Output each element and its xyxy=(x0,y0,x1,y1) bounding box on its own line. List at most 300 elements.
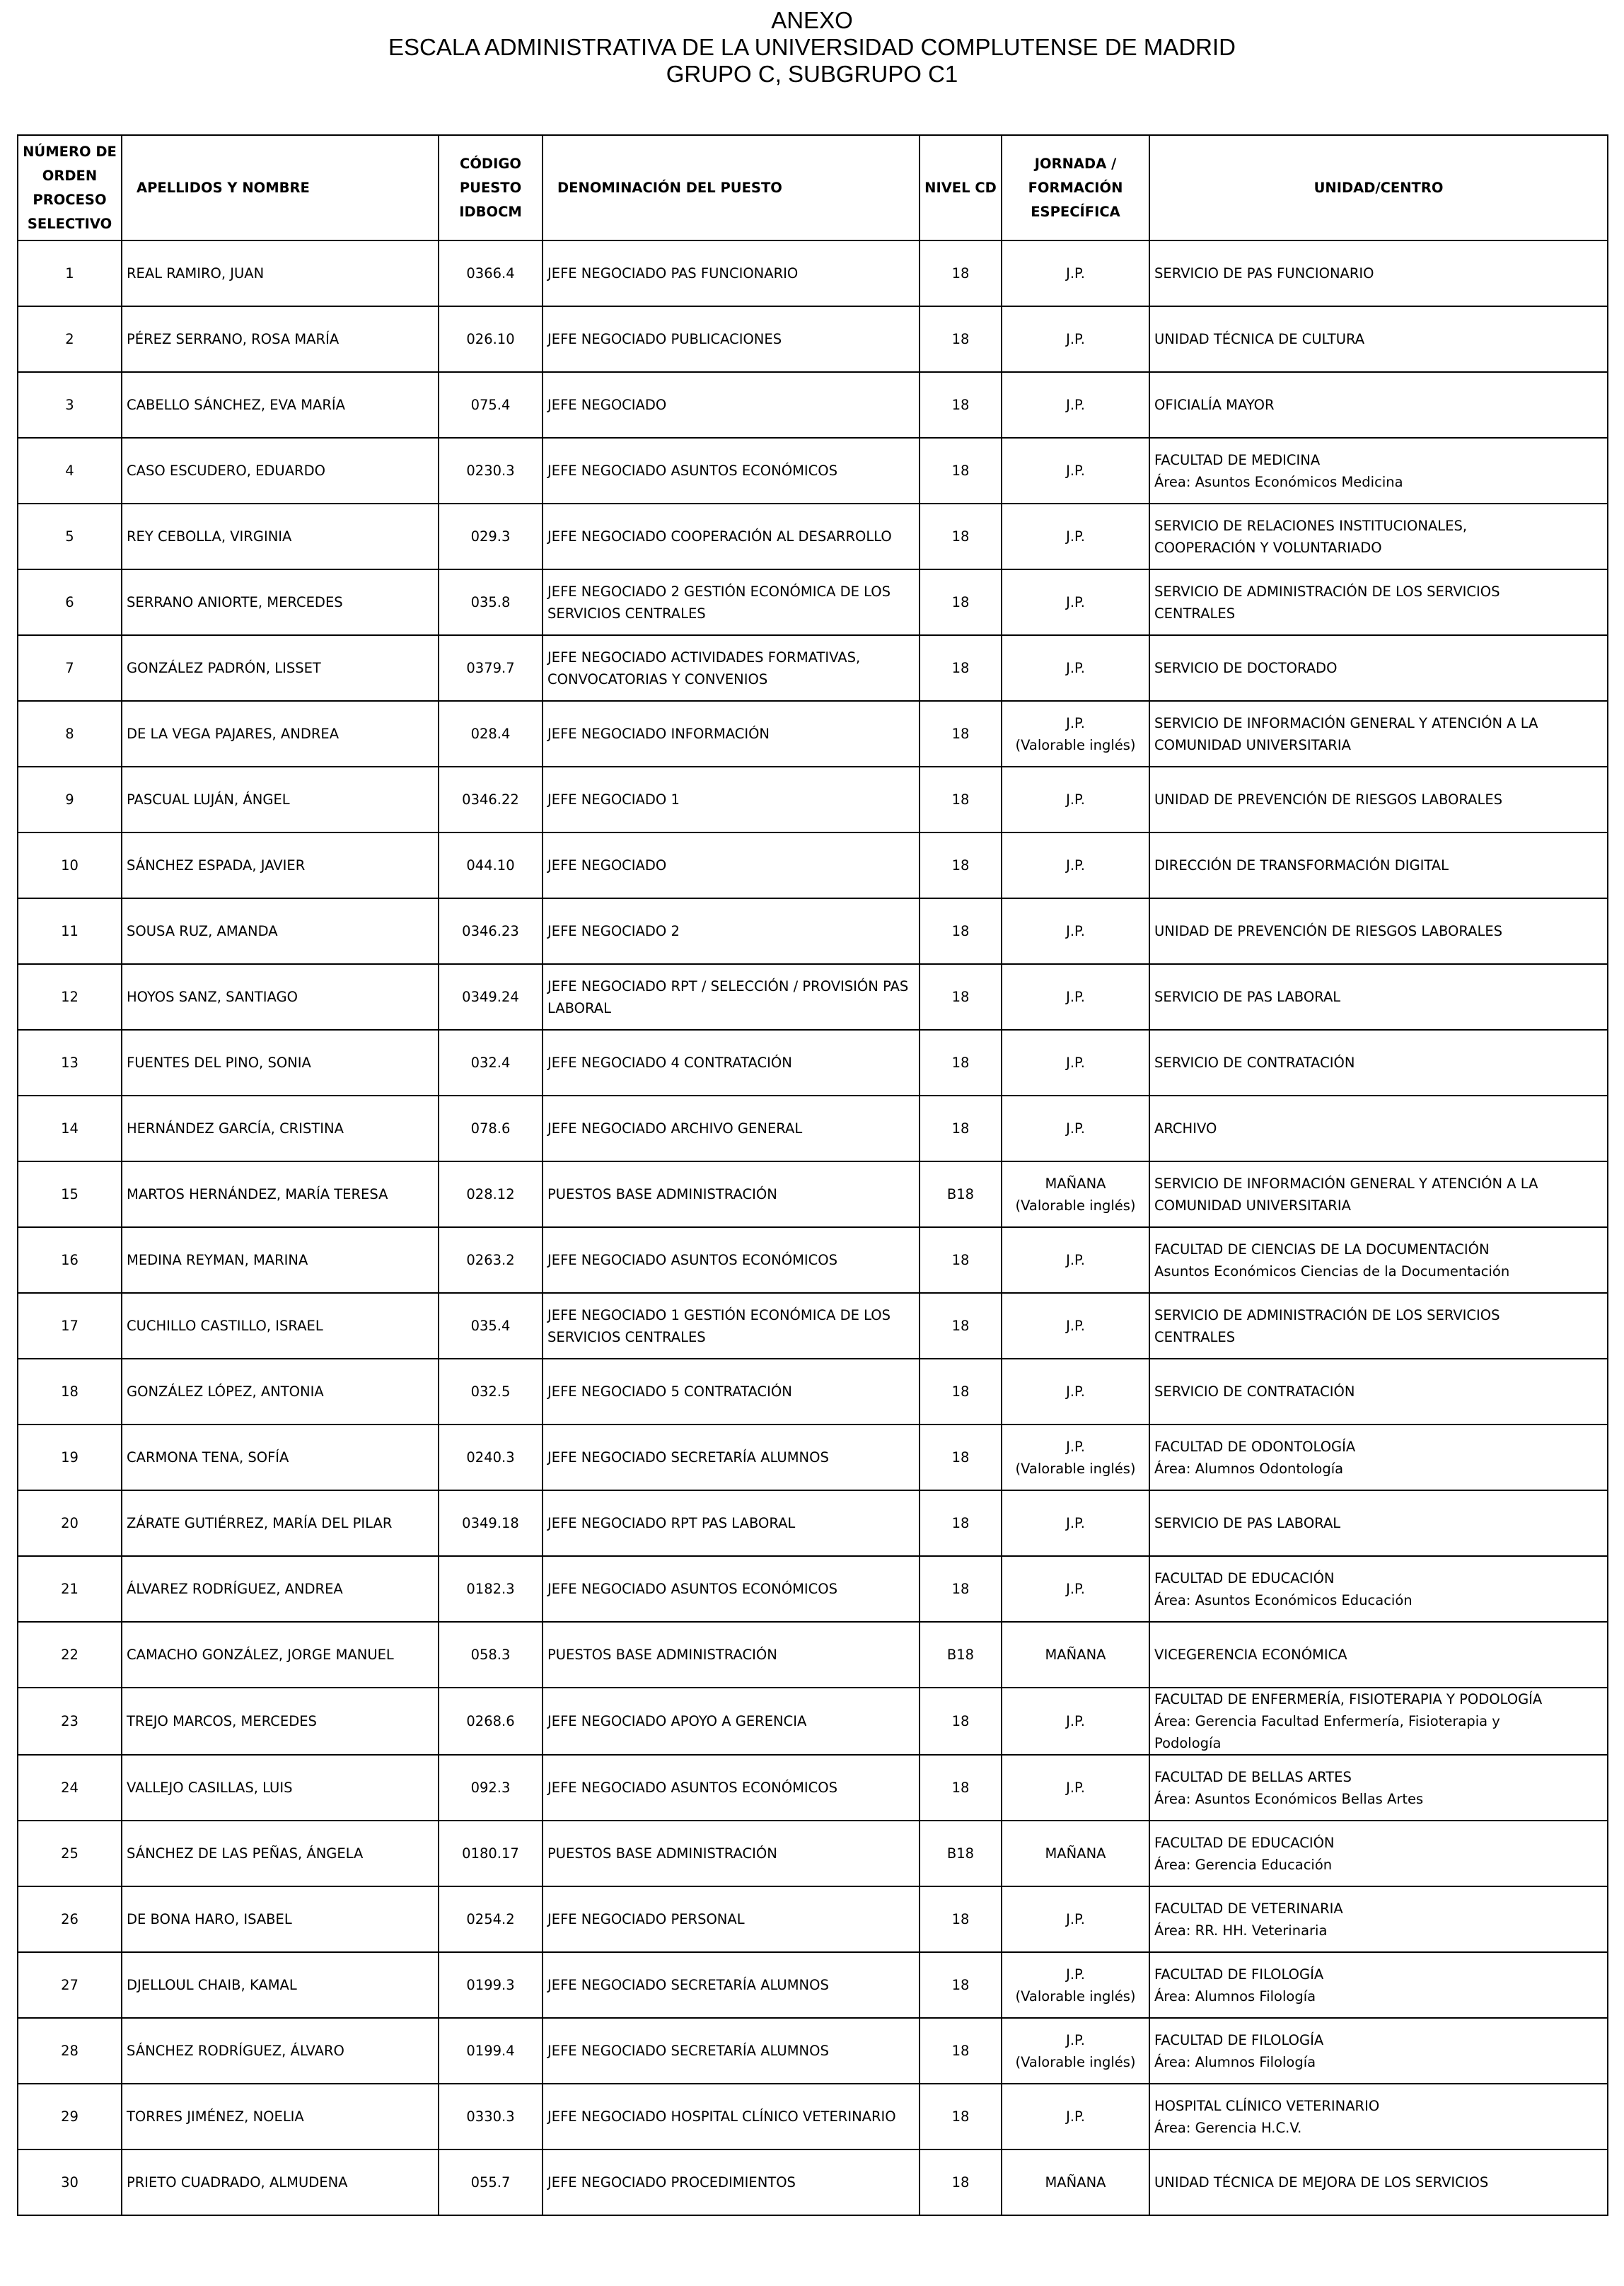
row-denominacion: JEFE NEGOCIADO PUBLICACIONES xyxy=(543,306,920,372)
row-nivel: 18 xyxy=(920,1425,1002,1490)
row-unidad-line: UNIDAD DE PREVENCIÓN DE RIESGOS LABORALES xyxy=(1154,791,1503,808)
row-jornada-line: J.P. xyxy=(1066,857,1085,874)
row-code: 0330.3 xyxy=(439,2084,543,2149)
row-jornada xyxy=(1002,701,1149,767)
row-name: PÉREZ SERRANO, ROSA MARÍA xyxy=(122,306,439,372)
row-unidad-line: CENTRALES xyxy=(1154,605,1236,622)
row-jornada-line: J.P. xyxy=(1066,397,1085,413)
header-apellidos: APELLIDOS Y NOMBRE xyxy=(122,135,439,240)
row-name: CABELLO SÁNCHEZ, EVA MARÍA xyxy=(122,372,439,438)
table-row xyxy=(18,569,1608,635)
row-jornada-line: J.P. xyxy=(1066,265,1085,282)
row-jornada-line: J.P. xyxy=(1066,714,1085,731)
row-unidad-line: Área: Gerencia Educación xyxy=(1154,1856,1333,1873)
header-numero: NÚMERO DE ORDEN PROCESO SELECTIVO xyxy=(18,135,122,240)
row-jornada-line: J.P. xyxy=(1066,1055,1085,1071)
table-row xyxy=(18,504,1608,569)
row-unidad-line: ARCHIVO xyxy=(1154,1120,1217,1137)
row-number: 24 xyxy=(18,1755,122,1821)
row-jornada-line: J.P. xyxy=(1066,1252,1085,1268)
row-name: VALLEJO CASILLAS, LUIS xyxy=(122,1755,439,1821)
table-row xyxy=(18,1952,1608,2018)
row-unidad-line: FACULTAD DE EDUCACIÓN xyxy=(1154,1834,1335,1851)
row-denominacion: JEFE NEGOCIADO ASUNTOS ECONÓMICOS xyxy=(543,1755,920,1821)
row-number: 19 xyxy=(18,1425,122,1490)
row-unidad-line: UNIDAD TÉCNICA DE MEJORA DE LOS SERVICIOS xyxy=(1154,2174,1489,2191)
title-escala: ESCALA ADMINISTRATIVA DE LA UNIVERSIDAD COMPLUTENSE DE MADRID xyxy=(388,34,1236,60)
row-code: 0180.17 xyxy=(439,1821,543,1886)
row-unidad xyxy=(1149,1227,1608,1293)
row-denominacion: JEFE NEGOCIADO 1 xyxy=(543,767,920,832)
row-jornada xyxy=(1002,1030,1149,1096)
row-unidad-line: Área: Alumnos Filología xyxy=(1154,1988,1316,2004)
table-row xyxy=(18,2149,1608,2215)
row-unidad-line: SERVICIO DE CONTRATACIÓN xyxy=(1154,1383,1355,1400)
row-jornada-line: (Valorable inglés) xyxy=(1015,1460,1136,1477)
row-code: 075.4 xyxy=(439,372,543,438)
table-row xyxy=(18,438,1608,504)
row-jornada-line: (Valorable inglés) xyxy=(1015,1197,1136,1214)
row-jornada xyxy=(1002,1622,1149,1688)
row-unidad-line: SERVICIO DE CONTRATACIÓN xyxy=(1154,1055,1355,1071)
row-denominacion: JEFE NEGOCIADO PAS FUNCIONARIO xyxy=(543,240,920,306)
row-unidad xyxy=(1149,767,1608,832)
table-row xyxy=(18,1490,1608,1556)
row-unidad xyxy=(1149,1030,1608,1096)
table-row xyxy=(18,1755,1608,1821)
row-jornada-line: J.P. xyxy=(1066,1383,1085,1400)
title-grupo: GRUPO C, SUBGRUPO C1 xyxy=(666,61,958,87)
row-number: 14 xyxy=(18,1096,122,1161)
row-unidad-line: UNIDAD TÉCNICA DE CULTURA xyxy=(1154,331,1365,347)
table-row xyxy=(18,1425,1608,1490)
row-name: REY CEBOLLA, VIRGINIA xyxy=(122,504,439,569)
row-jornada xyxy=(1002,635,1149,701)
table-row xyxy=(18,1293,1608,1359)
row-nivel: 18 xyxy=(920,372,1002,438)
row-code: 055.7 xyxy=(439,2149,543,2215)
row-unidad xyxy=(1149,635,1608,701)
row-name: ZÁRATE GUTIÉRREZ, MARÍA DEL PILAR xyxy=(122,1490,439,1556)
row-jornada xyxy=(1002,1556,1149,1622)
row-unidad-line: SERVICIO DE ADMINISTRACIÓN DE LOS SERVICIOS xyxy=(1154,1306,1500,1323)
table-row xyxy=(18,1688,1608,1755)
row-name: DE BONA HARO, ISABEL xyxy=(122,1886,439,1952)
row-code: 032.4 xyxy=(439,1030,543,1096)
row-jornada-line: J.P. xyxy=(1066,1713,1085,1729)
row-unidad-line: Área: Alumnos Odontología xyxy=(1154,1460,1344,1477)
row-number: 22 xyxy=(18,1622,122,1688)
row-denominacion: JEFE NEGOCIADO 5 CONTRATACIÓN xyxy=(543,1359,920,1425)
row-jornada-line: J.P. xyxy=(1066,331,1085,347)
row-unidad-line: DIRECCIÓN DE TRANSFORMACIÓN DIGITAL xyxy=(1154,857,1449,874)
row-unidad-line: HOSPITAL CLÍNICO VETERINARIO xyxy=(1154,2097,1380,2114)
row-jornada xyxy=(1002,2018,1149,2084)
row-code: 0230.3 xyxy=(439,438,543,504)
row-denominacion: JEFE NEGOCIADO APOYO A GERENCIA xyxy=(543,1688,920,1755)
row-code: 035.8 xyxy=(439,569,543,635)
row-nivel: 18 xyxy=(920,767,1002,832)
header-denominacion: DENOMINACIÓN DEL PUESTO xyxy=(543,135,920,240)
row-code: 0366.4 xyxy=(439,240,543,306)
row-name: CUCHILLO CASTILLO, ISRAEL xyxy=(122,1293,439,1359)
header-unidad: UNIDAD/CENTRO xyxy=(1149,135,1608,240)
row-code: 028.12 xyxy=(439,1161,543,1227)
row-denominacion: JEFE NEGOCIADO ASUNTOS ECONÓMICOS xyxy=(543,438,920,504)
row-number: 18 xyxy=(18,1359,122,1425)
row-jornada xyxy=(1002,1490,1149,1556)
row-nivel: B18 xyxy=(920,1622,1002,1688)
row-denominacion: JEFE NEGOCIADO SECRETARÍA ALUMNOS xyxy=(543,1425,920,1490)
row-number: 28 xyxy=(18,2018,122,2084)
row-jornada-line: J.P. xyxy=(1066,1120,1085,1137)
row-code: 0199.3 xyxy=(439,1952,543,2018)
row-nivel: 18 xyxy=(920,1556,1002,1622)
row-denominacion: JEFE NEGOCIADO 4 CONTRATACIÓN xyxy=(543,1030,920,1096)
row-unidad xyxy=(1149,1952,1608,2018)
row-jornada-line: J.P. xyxy=(1066,1438,1085,1455)
row-unidad xyxy=(1149,1425,1608,1490)
table-row xyxy=(18,1886,1608,1952)
personnel-table xyxy=(17,134,1608,2216)
row-nivel: 18 xyxy=(920,635,1002,701)
table-body xyxy=(18,240,1608,2215)
row-nivel: 18 xyxy=(920,1755,1002,1821)
row-jornada-line: J.P. xyxy=(1066,1515,1085,1531)
row-unidad xyxy=(1149,1755,1608,1821)
row-name: GONZÁLEZ LÓPEZ, ANTONIA xyxy=(122,1359,439,1425)
row-unidad xyxy=(1149,1622,1608,1688)
row-denominacion: JEFE NEGOCIADO HOSPITAL CLÍNICO VETERINARIO xyxy=(543,2084,920,2149)
row-jornada xyxy=(1002,1952,1149,2018)
row-number: 12 xyxy=(18,964,122,1030)
row-jornada-line: MAÑANA xyxy=(1045,1647,1106,1663)
row-nivel: 18 xyxy=(920,701,1002,767)
row-jornada-line: J.P. xyxy=(1066,1318,1085,1334)
row-unidad-line: FACULTAD DE BELLAS ARTES xyxy=(1154,1768,1352,1785)
table-row xyxy=(18,306,1608,372)
row-jornada xyxy=(1002,1293,1149,1359)
table-row xyxy=(18,635,1608,701)
row-code: 044.10 xyxy=(439,832,543,898)
row-unidad-line: Área: Gerencia H.C.V. xyxy=(1154,2119,1302,2136)
row-unidad xyxy=(1149,1886,1608,1952)
table-row xyxy=(18,240,1608,306)
row-number: 23 xyxy=(18,1688,122,1755)
table-row xyxy=(18,767,1608,832)
row-jornada xyxy=(1002,2084,1149,2149)
row-unidad xyxy=(1149,372,1608,438)
row-denominacion: JEFE NEGOCIADO SECRETARÍA ALUMNOS xyxy=(543,2018,920,2084)
row-code: 0263.2 xyxy=(439,1227,543,1293)
row-unidad xyxy=(1149,1293,1608,1359)
row-code: 092.3 xyxy=(439,1755,543,1821)
row-denominacion: JEFE NEGOCIADO COOPERACIÓN AL DESARROLLO xyxy=(543,504,920,569)
row-denominacion: JEFE NEGOCIADO RPT PAS LABORAL xyxy=(543,1490,920,1556)
row-name: CASO ESCUDERO, EDUARDO xyxy=(122,438,439,504)
row-jornada-line: J.P. xyxy=(1066,2108,1085,2125)
row-unidad xyxy=(1149,1688,1608,1755)
row-code: 029.3 xyxy=(439,504,543,569)
row-unidad-line: OFICIALÍA MAYOR xyxy=(1154,397,1275,413)
row-jornada xyxy=(1002,964,1149,1030)
row-jornada-line: J.P. xyxy=(1066,528,1085,545)
row-jornada xyxy=(1002,1096,1149,1161)
row-name: TREJO MARCOS, MERCEDES xyxy=(122,1688,439,1755)
row-nivel: B18 xyxy=(920,1821,1002,1886)
row-unidad-line: SERVICIO DE PAS FUNCIONARIO xyxy=(1154,265,1374,282)
table-row xyxy=(18,832,1608,898)
table-row xyxy=(18,1359,1608,1425)
row-unidad xyxy=(1149,898,1608,964)
row-unidad xyxy=(1149,1096,1608,1161)
row-nivel: 18 xyxy=(920,240,1002,306)
row-denominacion: JEFE NEGOCIADO INFORMACIÓN xyxy=(543,701,920,767)
row-name: SERRANO ANIORTE, MERCEDES xyxy=(122,569,439,635)
row-jornada-line: J.P. xyxy=(1066,1911,1085,1927)
row-jornada xyxy=(1002,504,1149,569)
table-row xyxy=(18,1030,1608,1096)
table-row xyxy=(18,964,1608,1030)
row-nivel: 18 xyxy=(920,1293,1002,1359)
row-number: 6 xyxy=(18,569,122,635)
row-denominacion: JEFE NEGOCIADO 2 xyxy=(543,898,920,964)
table-row xyxy=(18,898,1608,964)
row-code: 0254.2 xyxy=(439,1886,543,1952)
row-code: 032.5 xyxy=(439,1359,543,1425)
row-unidad-line: FACULTAD DE FILOLOGÍA xyxy=(1154,2031,1324,2048)
row-unidad xyxy=(1149,569,1608,635)
row-unidad-line: COMUNIDAD UNIVERSITARIA xyxy=(1154,736,1351,753)
row-unidad xyxy=(1149,240,1608,306)
row-unidad-line: Podología xyxy=(1154,1735,1222,1751)
row-jornada-line: J.P. xyxy=(1066,1966,1085,1983)
row-jornada-line: J.P. xyxy=(1066,1581,1085,1597)
row-nivel: 18 xyxy=(920,1952,1002,2018)
row-name: PRIETO CUADRADO, ALMUDENA xyxy=(122,2149,439,2215)
row-denominacion: JEFE NEGOCIADO SECRETARÍA ALUMNOS xyxy=(543,1952,920,2018)
row-jornada-line: J.P. xyxy=(1066,1780,1085,1796)
row-unidad xyxy=(1149,504,1608,569)
row-jornada xyxy=(1002,240,1149,306)
row-unidad-line: FACULTAD DE VETERINARIA xyxy=(1154,1900,1343,1917)
row-number: 15 xyxy=(18,1161,122,1227)
row-jornada xyxy=(1002,1886,1149,1952)
row-number: 20 xyxy=(18,1490,122,1556)
row-denominacion: PUESTOS BASE ADMINISTRACIÓN xyxy=(543,1161,920,1227)
row-jornada xyxy=(1002,372,1149,438)
row-unidad xyxy=(1149,438,1608,504)
row-number: 2 xyxy=(18,306,122,372)
row-number: 30 xyxy=(18,2149,122,2215)
row-nivel: 18 xyxy=(920,1359,1002,1425)
row-denominacion: JEFE NEGOCIADO PERSONAL xyxy=(543,1886,920,1952)
row-unidad xyxy=(1149,1490,1608,1556)
row-nivel: 18 xyxy=(920,2084,1002,2149)
row-name: REAL RAMIRO, JUAN xyxy=(122,240,439,306)
row-name: ÁLVAREZ RODRÍGUEZ, ANDREA xyxy=(122,1556,439,1622)
row-number: 9 xyxy=(18,767,122,832)
header-jornada: JORNADA / FORMACIÓN ESPECÍFICA xyxy=(1002,135,1149,240)
row-jornada-line: MAÑANA xyxy=(1045,2174,1106,2191)
row-nivel: 18 xyxy=(920,2149,1002,2215)
row-jornada xyxy=(1002,306,1149,372)
row-unidad-line: Área: Asuntos Económicos Educación xyxy=(1154,1591,1413,1608)
row-unidad xyxy=(1149,1556,1608,1622)
table-row xyxy=(18,1556,1608,1622)
row-jornada-line: (Valorable inglés) xyxy=(1015,736,1136,753)
row-code: 0268.6 xyxy=(439,1688,543,1755)
row-unidad xyxy=(1149,1359,1608,1425)
row-unidad-line: SERVICIO DE DOCTORADO xyxy=(1154,660,1338,676)
row-number: 21 xyxy=(18,1556,122,1622)
row-jornada xyxy=(1002,767,1149,832)
row-denominacion: JEFE NEGOCIADO xyxy=(543,832,920,898)
row-unidad xyxy=(1149,1161,1608,1227)
row-number: 17 xyxy=(18,1293,122,1359)
row-nivel: 18 xyxy=(920,1096,1002,1161)
row-code: 026.10 xyxy=(439,306,543,372)
row-jornada-line: J.P. xyxy=(1066,594,1085,610)
row-name: TORRES JIMÉNEZ, NOELIA xyxy=(122,2084,439,2149)
document-title xyxy=(0,7,1624,88)
row-unidad xyxy=(1149,701,1608,767)
row-number: 26 xyxy=(18,1886,122,1952)
table-row xyxy=(18,1096,1608,1161)
row-number: 3 xyxy=(18,372,122,438)
row-name: SÁNCHEZ ESPADA, JAVIER xyxy=(122,832,439,898)
row-jornada-line: MAÑANA xyxy=(1045,1845,1106,1862)
row-nivel: 18 xyxy=(920,2018,1002,2084)
row-unidad-line: FACULTAD DE FILOLOGÍA xyxy=(1154,1966,1324,1983)
row-unidad-line: SERVICIO DE INFORMACIÓN GENERAL Y ATENCIÓN A LA xyxy=(1154,1175,1538,1192)
row-unidad-line: FACULTAD DE MEDICINA xyxy=(1154,451,1321,468)
row-name: FUENTES DEL PINO, SONIA xyxy=(122,1030,439,1096)
row-name: HOYOS SANZ, SANTIAGO xyxy=(122,964,439,1030)
row-number: 13 xyxy=(18,1030,122,1096)
table-row xyxy=(18,1227,1608,1293)
row-jornada-line: J.P. xyxy=(1066,660,1085,676)
row-denominacion: JEFE NEGOCIADO ARCHIVO GENERAL xyxy=(543,1096,920,1161)
row-nivel: 18 xyxy=(920,1030,1002,1096)
row-unidad-line: UNIDAD DE PREVENCIÓN DE RIESGOS LABORALES xyxy=(1154,923,1503,939)
row-unidad-line: FACULTAD DE ENFERMERÍA, FISIOTERAPIA Y PODOLOGÍA xyxy=(1154,1691,1543,1707)
row-jornada-line: J.P. xyxy=(1066,989,1085,1005)
row-number: 27 xyxy=(18,1952,122,2018)
row-denominacion: PUESTOS BASE ADMINISTRACIÓN xyxy=(543,1821,920,1886)
table-row xyxy=(18,372,1608,438)
row-number: 11 xyxy=(18,898,122,964)
row-jornada-line: J.P. xyxy=(1066,463,1085,479)
row-unidad xyxy=(1149,964,1608,1030)
row-number: 4 xyxy=(18,438,122,504)
row-jornada xyxy=(1002,1821,1149,1886)
row-denominacion: JEFE NEGOCIADO ACTIVIDADES FORMATIVAS, CONVOCATORIAS Y CONVENIOS xyxy=(543,635,920,701)
row-denominacion: JEFE NEGOCIADO xyxy=(543,372,920,438)
row-code: 0199.4 xyxy=(439,2018,543,2084)
row-code: 078.6 xyxy=(439,1096,543,1161)
table-header-row xyxy=(18,135,1608,240)
row-code: 0349.24 xyxy=(439,964,543,1030)
row-nivel: 18 xyxy=(920,1227,1002,1293)
row-nivel: 18 xyxy=(920,898,1002,964)
row-jornada-line: (Valorable inglés) xyxy=(1015,1988,1136,2004)
row-unidad xyxy=(1149,1821,1608,1886)
row-unidad-line: Área: Asuntos Económicos Bellas Artes xyxy=(1154,1790,1424,1807)
row-number: 29 xyxy=(18,2084,122,2149)
row-unidad-line: Área: Asuntos Económicos Medicina xyxy=(1154,473,1403,490)
row-jornada xyxy=(1002,1227,1149,1293)
row-code: 0240.3 xyxy=(439,1425,543,1490)
header-nivel: NIVEL CD xyxy=(920,135,1002,240)
row-nivel: 18 xyxy=(920,569,1002,635)
row-unidad-line: Área: RR. HH. Veterinaria xyxy=(1154,1922,1328,1939)
row-nivel: 18 xyxy=(920,1886,1002,1952)
row-nivel: 18 xyxy=(920,964,1002,1030)
row-name: SÁNCHEZ RODRÍGUEZ, ÁLVARO xyxy=(122,2018,439,2084)
row-jornada xyxy=(1002,1161,1149,1227)
row-denominacion: JEFE NEGOCIADO ASUNTOS ECONÓMICOS xyxy=(543,1556,920,1622)
row-name: DE LA VEGA PAJARES, ANDREA xyxy=(122,701,439,767)
row-unidad-line: FACULTAD DE CIENCIAS DE LA DOCUMENTACIÓN xyxy=(1154,1241,1490,1258)
row-name: DJELLOUL CHAIB, KAMAL xyxy=(122,1952,439,2018)
row-code: 028.4 xyxy=(439,701,543,767)
row-name: CAMACHO GONZÁLEZ, JORGE MANUEL xyxy=(122,1622,439,1688)
row-jornada-line: J.P. xyxy=(1066,2031,1085,2048)
row-unidad-line: SERVICIO DE INFORMACIÓN GENERAL Y ATENCIÓN A LA xyxy=(1154,714,1538,731)
row-denominacion: JEFE NEGOCIADO 2 GESTIÓN ECONÓMICA DE LOS SERVICIOS CENTRALES xyxy=(543,569,920,635)
row-denominacion: JEFE NEGOCIADO ASUNTOS ECONÓMICOS xyxy=(543,1227,920,1293)
row-code: 058.3 xyxy=(439,1622,543,1688)
row-unidad xyxy=(1149,832,1608,898)
row-jornada xyxy=(1002,1688,1149,1755)
row-unidad xyxy=(1149,2149,1608,2215)
row-name: PASCUAL LUJÁN, ÁNGEL xyxy=(122,767,439,832)
row-nivel: 18 xyxy=(920,306,1002,372)
row-denominacion: PUESTOS BASE ADMINISTRACIÓN xyxy=(543,1622,920,1688)
table-row xyxy=(18,701,1608,767)
row-name: SOUSA RUZ, AMANDA xyxy=(122,898,439,964)
row-nivel: B18 xyxy=(920,1161,1002,1227)
row-number: 16 xyxy=(18,1227,122,1293)
row-jornada xyxy=(1002,569,1149,635)
row-unidad-line: SERVICIO DE ADMINISTRACIÓN DE LOS SERVICIOS xyxy=(1154,583,1500,600)
row-code: 0346.23 xyxy=(439,898,543,964)
row-name: GONZÁLEZ PADRÓN, LISSET xyxy=(122,635,439,701)
row-denominacion: JEFE NEGOCIADO PROCEDIMIENTOS xyxy=(543,2149,920,2215)
table-row xyxy=(18,1821,1608,1886)
row-unidad-line: CENTRALES xyxy=(1154,1328,1236,1345)
row-unidad-line: SERVICIO DE PAS LABORAL xyxy=(1154,989,1341,1005)
table-row xyxy=(18,1161,1608,1227)
row-unidad-line: VICEGERENCIA ECONÓMICA xyxy=(1154,1647,1347,1663)
row-code: 035.4 xyxy=(439,1293,543,1359)
row-name: MARTOS HERNÁNDEZ, MARÍA TERESA xyxy=(122,1161,439,1227)
row-jornada xyxy=(1002,438,1149,504)
row-nivel: 18 xyxy=(920,504,1002,569)
row-number: 8 xyxy=(18,701,122,767)
row-code: 0349.18 xyxy=(439,1490,543,1556)
row-unidad-line: Área: Gerencia Facultad Enfermería, Fisioterapia y xyxy=(1154,1713,1500,1729)
row-nivel: 18 xyxy=(920,832,1002,898)
row-unidad-line: Área: Alumnos Filología xyxy=(1154,2053,1316,2070)
row-jornada xyxy=(1002,1425,1149,1490)
header-codigo: CÓDIGO PUESTO IDBOCM xyxy=(439,135,543,240)
row-jornada xyxy=(1002,1359,1149,1425)
row-unidad xyxy=(1149,2084,1608,2149)
row-nivel: 18 xyxy=(920,438,1002,504)
row-unidad-line: COMUNIDAD UNIVERSITARIA xyxy=(1154,1197,1351,1214)
